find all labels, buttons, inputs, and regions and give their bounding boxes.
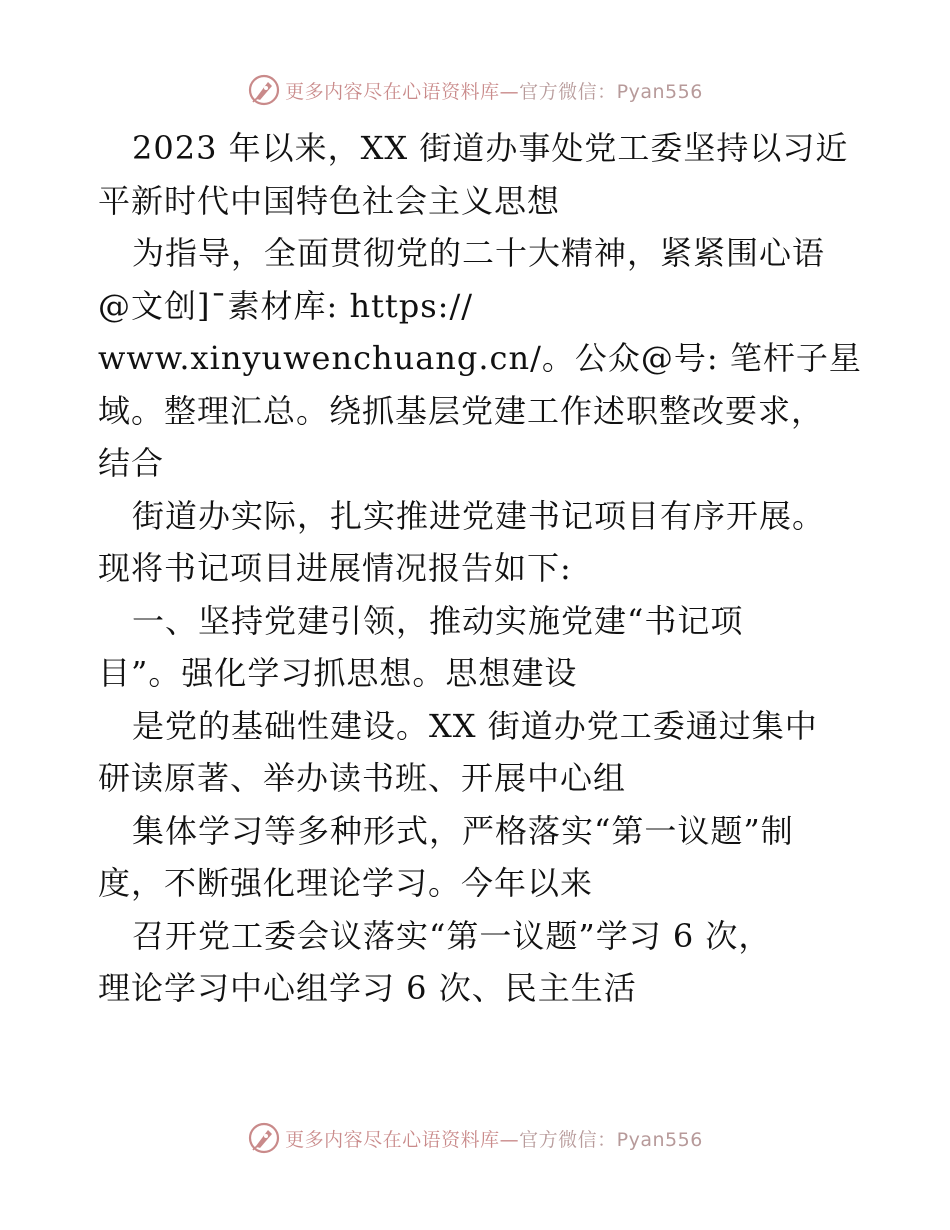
text-line: 是党的基础性建设。XX 街道办党工委通过集中 (132, 706, 818, 745)
text-line: 集体学习等多种形式，严格落实“第一议题”制 (132, 811, 794, 850)
text-line: 结合 (98, 444, 165, 482)
text-line: 研读原著、举办读书班、开展中心组 (98, 759, 627, 797)
text-line: 平新时代中国特色社会主义思想 (98, 181, 561, 220)
text-line: 2023 年以来，XX 街道办事处党工委坚持以习近 (132, 129, 849, 167)
text-line: 目”。强化学习抓思想。思想建设 (98, 654, 578, 692)
header-watermark (0, 70, 950, 110)
text-line: 一、坚持党建引领，推动实施党建“书记项 (132, 601, 744, 640)
text-line: 召开党工委会议落实“第一议题”学习 6 次， (132, 916, 772, 955)
text-line: @文创]¯素材库: https:// (98, 286, 474, 325)
pen-nib-logo-icon (247, 1121, 281, 1155)
text-line: 街道办实际，扎实推进党建书记项目有序开展。 (132, 496, 826, 535)
text-line: 域。整理汇总。绕抓基层党建工作述职整改要求， (98, 391, 825, 430)
text-line: 为指导，全面贯彻党的二十大精神，紧紧围心语 (132, 234, 826, 272)
pen-nib-logo-icon (247, 73, 281, 107)
text-line: 度，不断强化理论学习。今年以来 (98, 864, 594, 902)
watermark-text: 更多内容尽在心语资料库—官方微信：Pyan556 (285, 1128, 703, 1151)
text-line: 现将书记项目进展情况报告如下: (98, 549, 572, 587)
watermark-text: 更多内容尽在心语资料库—官方微信：Pyan556 (285, 80, 703, 103)
footer-watermark (0, 1118, 950, 1158)
text-line: www.xinyuwenchuang.cn/。公众@号: 笔杆子星 (98, 339, 862, 377)
document-body (98, 122, 862, 1015)
text-line: 理论学习中心组学习 6 次、民主生活 (98, 969, 637, 1007)
